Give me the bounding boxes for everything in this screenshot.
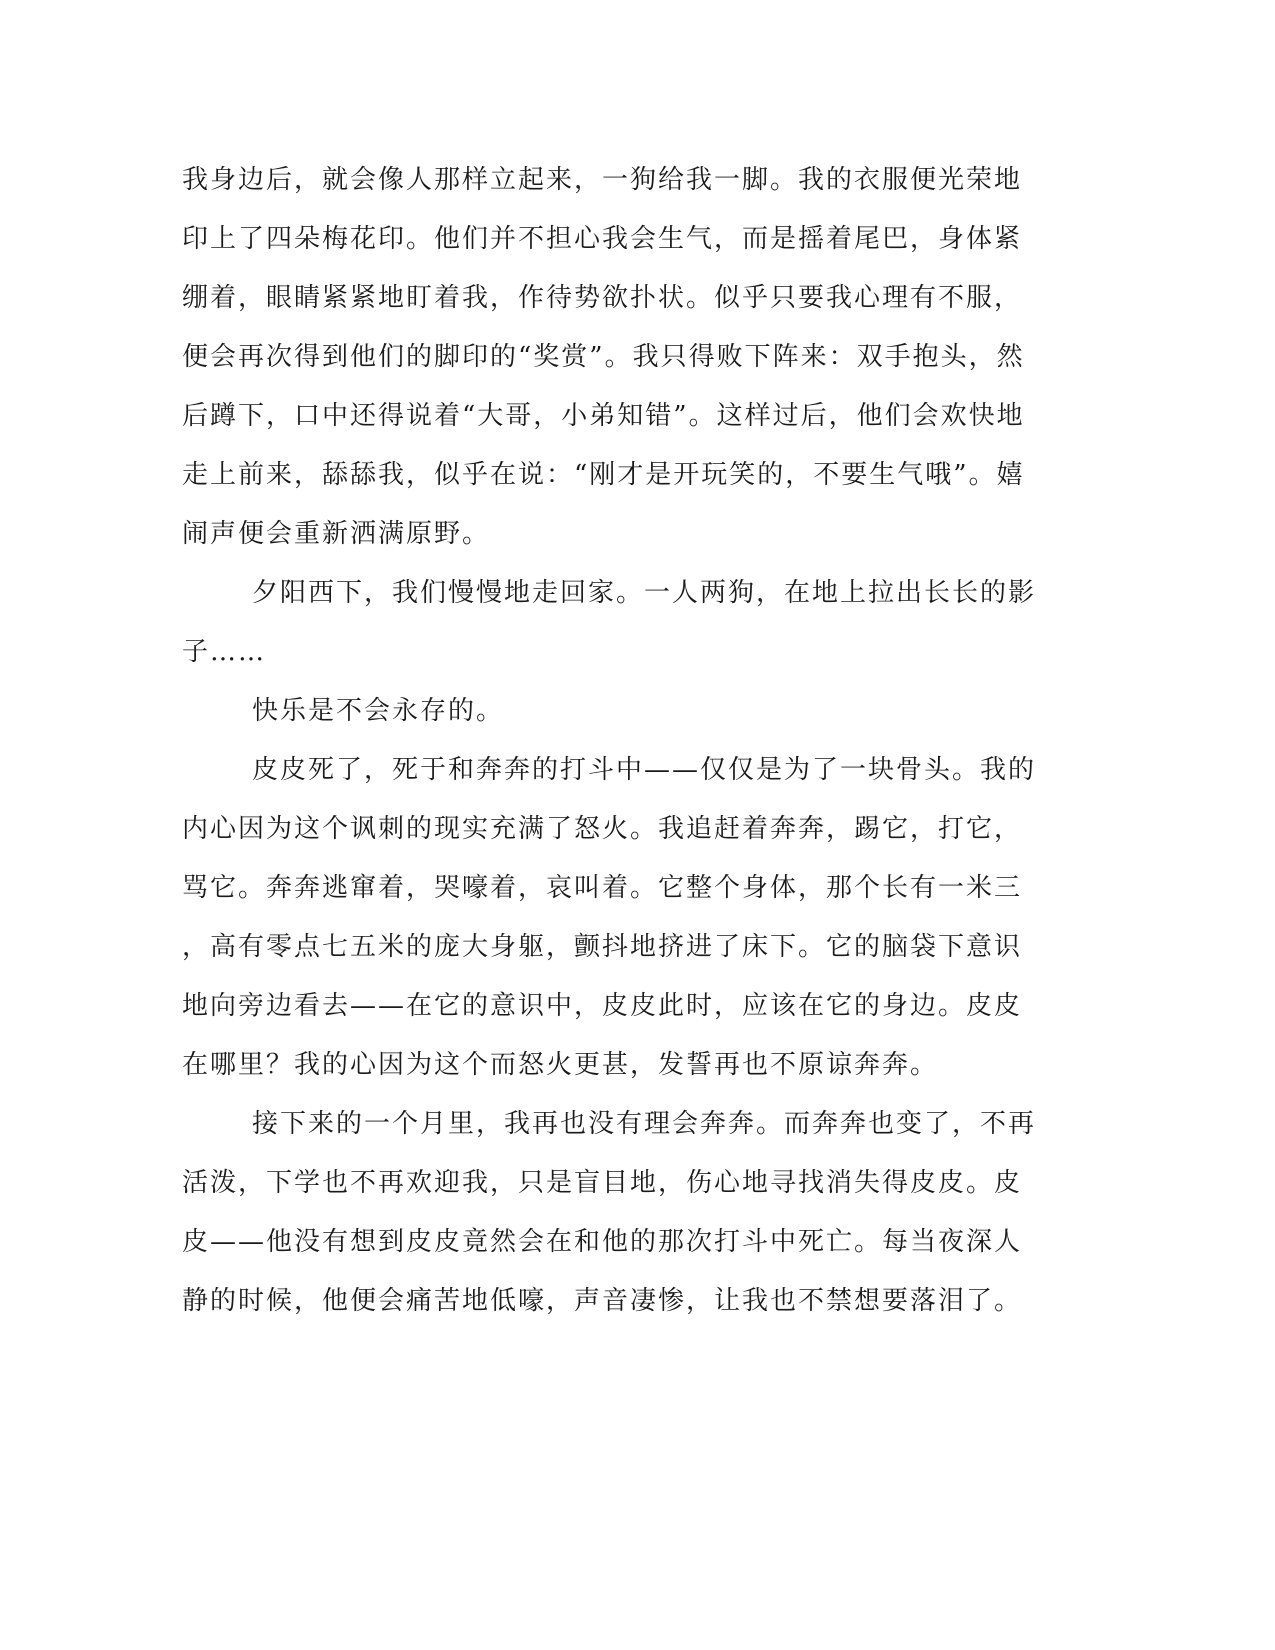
text-line: 活泼，下学也不再欢迎我，只是盲目地，伤心地寻找消失得皮皮。皮 [182, 1168, 1023, 1198]
text-line: 静的时候，他便会痛苦地低嚎，声音凄惨，让我也不禁想要落泪了。 [182, 1286, 1023, 1316]
text-line: 后蹲下，口中还得说着“大哥，小弟知错”。这样过后，他们会欢快地 [182, 401, 1025, 431]
text-line: 我身边后，就会像人那样立起来，一狗给我一脚。我的衣服便光荣地 [182, 165, 1023, 195]
paragraph-first-line: 快乐是不会永存的。 [252, 696, 505, 726]
text-line: 便会再次得到他们的脚印的“奖赏”。我只得败下阵来：双手抱头，然 [182, 342, 1025, 372]
text-line: 皮——他没有想到皮皮竟然会在和他的那次打斗中死亡。每当夜深人 [182, 1227, 1023, 1257]
text-line: 内心因为这个讽刺的现实充满了怒火。我追赶着奔奔，踢它，打它， [182, 814, 1023, 844]
paragraph-first-line: 接下来的一个月里，我再也没有理会奔奔。而奔奔也变了，不再 [252, 1109, 1037, 1139]
text-line: 在哪里？我的心因为这个而怒火更甚，发誓再也不原谅奔奔。 [182, 1050, 939, 1080]
text-line: 绷着，眼睛紧紧地盯着我，作待势欲扑状。似乎只要我心理有不服， [182, 283, 1023, 313]
text-line: 印上了四朵梅花印。他们并不担心我会生气，而是摇着尾巴，身体紧 [182, 224, 1023, 254]
text-line: 子…… [182, 637, 267, 667]
paragraph-first-line: 夕阳西下，我们慢慢地走回家。一人两狗，在地上拉出长长的影 [252, 578, 1037, 608]
text-line: 骂它。奔奔逃窜着，哭嚎着，哀叫着。它整个身体，那个长有一米三 [182, 873, 1023, 903]
text-line: 走上前来，舔舔我，似乎在说：“刚才是开玩笑的，不要生气哦”。嬉 [182, 460, 1025, 490]
text-line: ，高有零点七五米的庞大身躯，颤抖地挤进了床下。它的脑袋下意识 [182, 932, 1023, 962]
text-line: 闹声便会重新洒满原野。 [182, 519, 491, 549]
paragraph-first-line: 皮皮死了，死于和奔奔的打斗中——仅仅是为了一块骨头。我的 [252, 755, 1037, 785]
text-line: 地向旁边看去——在它的意识中，皮皮此时，应该在它的身边。皮皮 [182, 991, 1023, 1021]
